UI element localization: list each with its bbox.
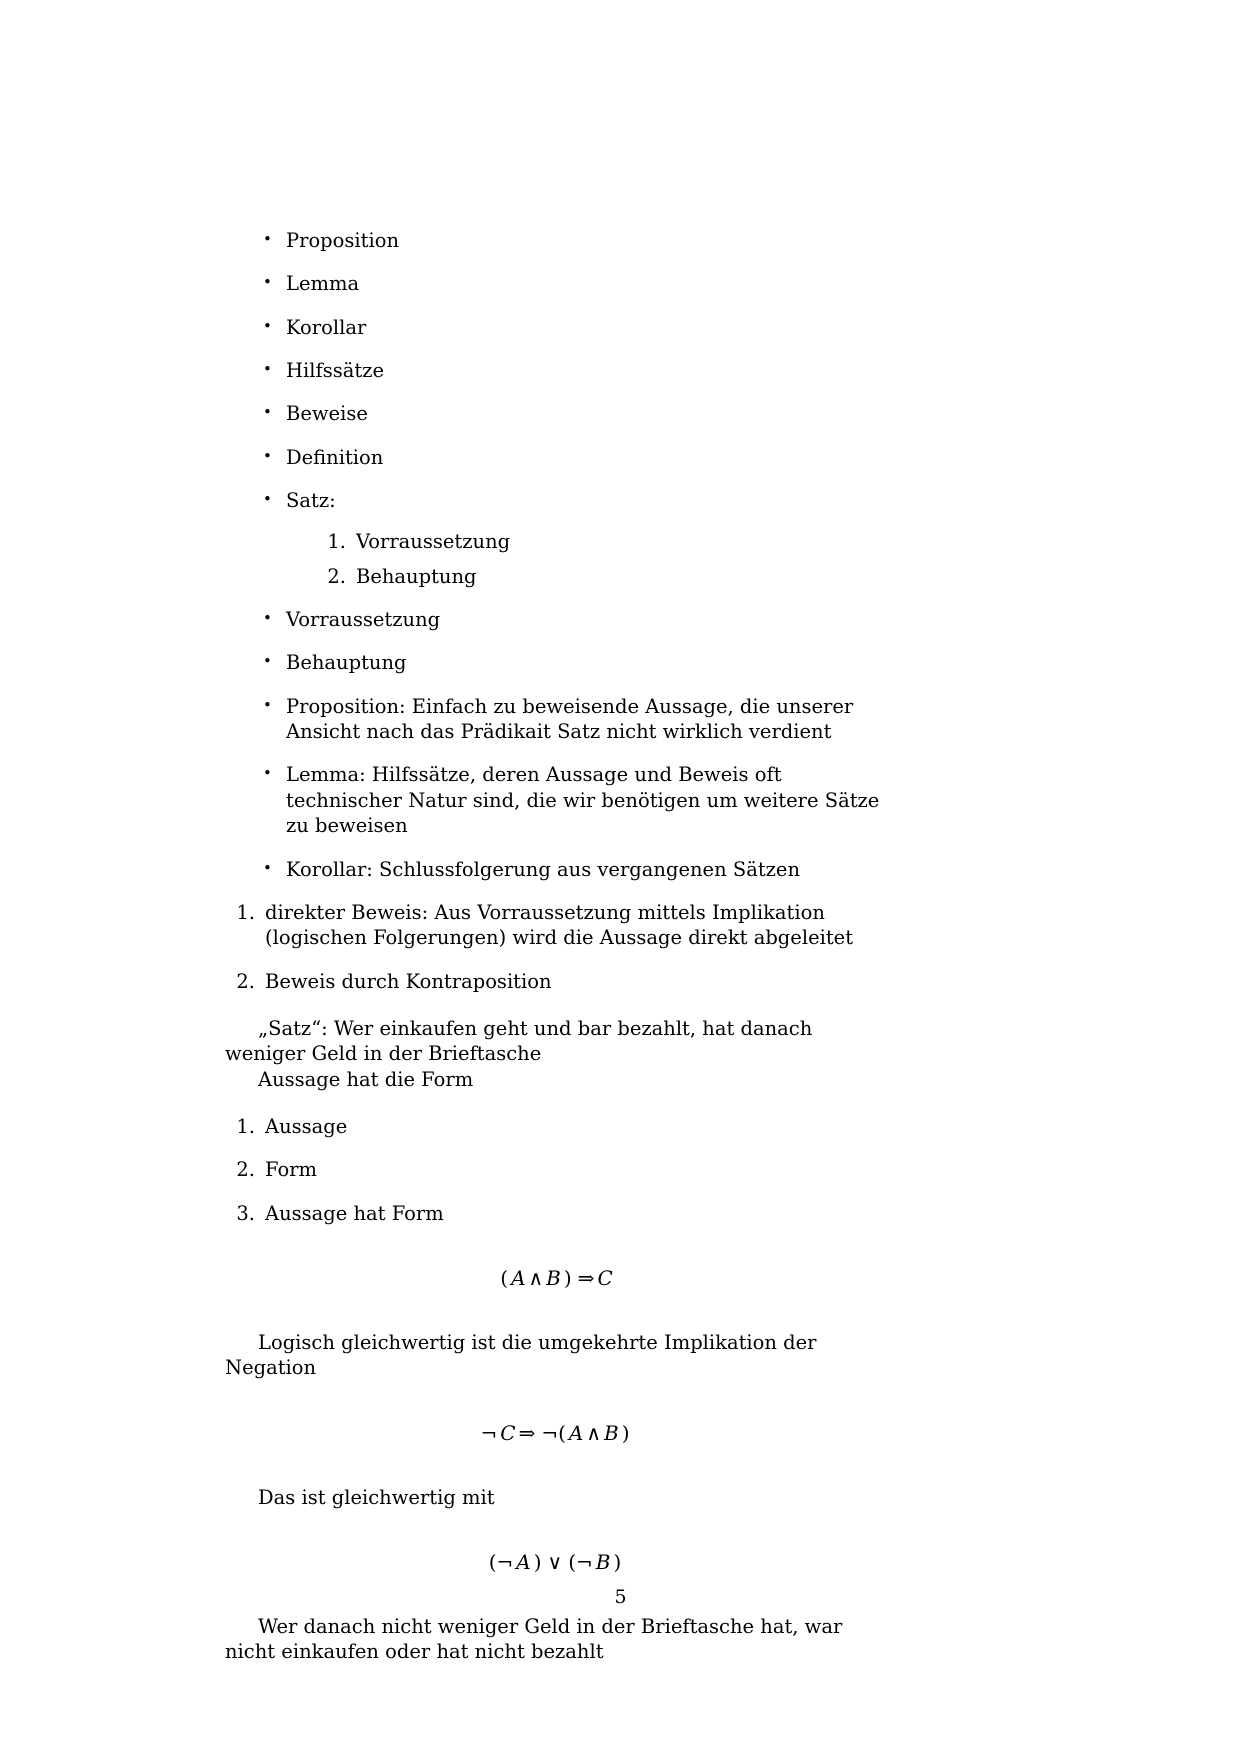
bullet-icon: • bbox=[263, 230, 272, 248]
bullet-icon: • bbox=[263, 652, 272, 671]
list-item-label: Korollar bbox=[286, 315, 367, 339]
list-item bbox=[255, 694, 885, 745]
bullet-icon: • bbox=[263, 360, 272, 379]
definitions-list bbox=[225, 607, 885, 882]
bullet-icon: • bbox=[263, 316, 272, 335]
list-item-label: Korollar: Schlussfolgerung aus vergangenen Sätzen bbox=[286, 857, 801, 881]
equation-contraposition bbox=[225, 1421, 885, 1445]
das-ist-gleichwertig-paragraph: Das ist gleichwertig mit bbox=[258, 1485, 495, 1509]
eq1-paren-close: ) bbox=[563, 1265, 572, 1290]
list-item-label: Beweise bbox=[286, 402, 368, 426]
list-item bbox=[228, 969, 885, 994]
list-item bbox=[255, 650, 885, 675]
list-item bbox=[255, 762, 885, 838]
list-item bbox=[255, 607, 885, 632]
list-item-number: 1. bbox=[236, 900, 255, 924]
eq3-var-b: B bbox=[595, 1549, 611, 1574]
page-number: 5 bbox=[614, 1586, 627, 1608]
page-text-body bbox=[225, 228, 885, 1665]
satz-quote-paragraph: „Satz“: Wer einkaufen geht und bar bezahlt, hat danach weniger Geld in der Brieftasche bbox=[225, 1016, 813, 1066]
eq2-and-op: ∧ bbox=[586, 1420, 601, 1445]
logisch-gleichwertig-paragraph: Logisch gleichwertig ist die umgekehrte Implikation der Negation bbox=[225, 1330, 817, 1380]
list-item-label: Aussage bbox=[265, 1114, 348, 1138]
conclusion-paragraph: Wer danach nicht weniger Geld in der Brieftasche hat, war nicht einkaufen oder hat nicht bezahlt bbox=[225, 1614, 843, 1664]
eq3-paren-not-open-1: (¬ bbox=[488, 1549, 514, 1574]
bullet-icon: • bbox=[263, 764, 272, 783]
eq2-var-b: B bbox=[603, 1420, 619, 1445]
sublist-item-number: 1. bbox=[327, 530, 346, 554]
list-item-number: 1. bbox=[236, 1114, 255, 1138]
eq2-var-a: A bbox=[568, 1420, 584, 1445]
beweis-methods-list bbox=[225, 900, 885, 994]
list-item-label: Form bbox=[265, 1158, 318, 1182]
list-item bbox=[255, 445, 885, 470]
list-item-label: Hilfssätze bbox=[286, 359, 384, 383]
list-item bbox=[255, 315, 885, 340]
list-item-label: Proposition bbox=[286, 229, 400, 252]
list-item bbox=[255, 228, 885, 253]
eq3-paren-close-2: ) bbox=[613, 1549, 622, 1574]
list-item-label: Vorraussetzung bbox=[286, 608, 441, 632]
eq1-paren-open: ( bbox=[500, 1265, 509, 1290]
eq2-implies-op: ⇒ bbox=[518, 1420, 536, 1445]
bullet-icon: • bbox=[263, 273, 272, 292]
eq3-paren-close-1: ) bbox=[533, 1549, 542, 1574]
bullet-icon: • bbox=[263, 446, 272, 465]
list-item-label: Beweis durch Kontraposition bbox=[265, 969, 552, 993]
eq1-and-op: ∧ bbox=[528, 1265, 544, 1290]
sublist-item-number: 2. bbox=[327, 564, 346, 588]
eq2-paren-close: ) bbox=[621, 1420, 630, 1445]
sublist-item-label: Behauptung bbox=[356, 564, 477, 588]
satz-sublist bbox=[286, 529, 885, 589]
bullet-icon: • bbox=[263, 609, 272, 628]
list-item bbox=[255, 358, 885, 383]
list-item-label: Satz: bbox=[286, 489, 336, 513]
eq1-var-a: A bbox=[511, 1265, 526, 1290]
list-item bbox=[255, 401, 885, 426]
eq1-var-b: B bbox=[546, 1265, 561, 1290]
eq1-var-c: C bbox=[597, 1265, 613, 1290]
eq1-implies-op: ⇒ bbox=[577, 1265, 595, 1290]
equation-de-morgan bbox=[225, 1550, 885, 1574]
list-item-label: Proposition: Einfach zu beweisende Aussage, die unserer Ansicht nach das Prädikait Satz nicht wirklich verdient bbox=[286, 694, 854, 744]
bullet-icon: • bbox=[263, 490, 272, 509]
form-list bbox=[225, 1114, 885, 1226]
list-item-label: Behauptung bbox=[286, 651, 407, 675]
list-item bbox=[255, 271, 885, 296]
list-item bbox=[255, 857, 885, 882]
eq2-not-paren-open: ¬( bbox=[541, 1420, 566, 1445]
list-item-label: Definition bbox=[286, 445, 384, 469]
list-item-number: 2. bbox=[236, 969, 255, 993]
aussage-form-paragraph: Aussage hat die Form bbox=[258, 1067, 474, 1091]
list-item-label: Lemma: Hilfssätze, deren Aussage und Beweis oft technischer Natur sind, die wir benötigen um weitere Sätze zu beweisen bbox=[286, 763, 880, 838]
list-item bbox=[228, 1114, 885, 1139]
list-item-number: 2. bbox=[236, 1158, 255, 1182]
eq2-var-c: C bbox=[500, 1420, 516, 1445]
list-item-satz bbox=[255, 488, 885, 589]
equation-implication bbox=[225, 1266, 885, 1290]
list-item-label: direkter Beweis: Aus Vorraussetzung mittels Implikation (logischen Folgerungen) wird die Aussage direkt abgeleitet bbox=[265, 900, 854, 950]
list-item-label: Lemma bbox=[286, 272, 360, 296]
list-item-label: Aussage hat Form bbox=[265, 1201, 444, 1225]
terms-list bbox=[225, 228, 885, 589]
eq3-paren-not-open-2: (¬ bbox=[568, 1549, 593, 1574]
sublist-item bbox=[320, 529, 885, 554]
list-item bbox=[228, 1201, 885, 1226]
list-item bbox=[228, 900, 885, 951]
bullet-icon: • bbox=[263, 403, 272, 422]
sublist-item-label: Vorraussetzung bbox=[356, 530, 511, 554]
eq3-or-op: ∨ bbox=[547, 1549, 563, 1574]
sublist-item bbox=[320, 564, 885, 589]
list-item-number: 3. bbox=[236, 1201, 255, 1225]
list-item bbox=[228, 1157, 885, 1182]
eq2-not-op-1: ¬ bbox=[480, 1420, 498, 1445]
bullet-icon: • bbox=[263, 858, 272, 877]
eq3-var-a: A bbox=[516, 1549, 531, 1574]
bullet-icon: • bbox=[263, 695, 272, 714]
